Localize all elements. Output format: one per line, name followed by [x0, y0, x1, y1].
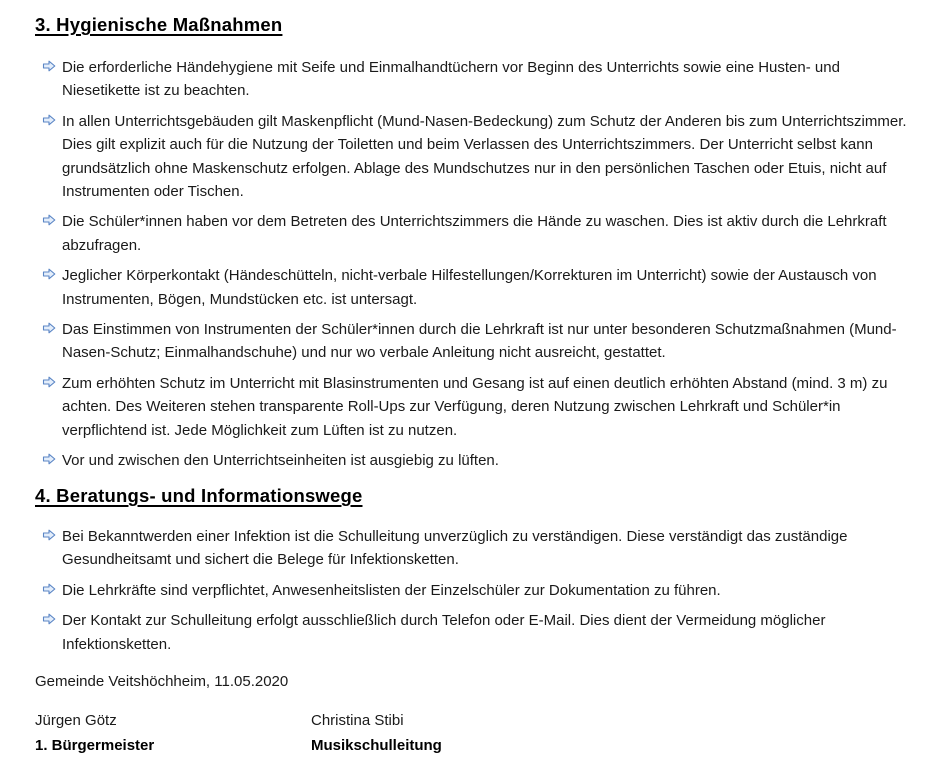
arrow-right-icon — [42, 268, 56, 280]
list-item-text: Vor und zwischen den Unterrichtseinheiten ist ausgiebig zu lüften. — [62, 452, 499, 470]
arrow-right-icon — [42, 322, 56, 334]
signatory-2-name: Christina Stibi — [311, 712, 404, 729]
list-item — [42, 110, 922, 204]
list-item — [42, 372, 922, 442]
section-4-list — [42, 525, 922, 663]
list-item — [42, 609, 922, 656]
section-3-heading: 3. Hygienische Maßnahmen — [35, 14, 283, 35]
list-item — [42, 318, 922, 365]
list-item — [42, 525, 922, 572]
signatory-1-name: Jürgen Götz — [35, 712, 117, 729]
list-item-text: Das Einstimmen von Instrumenten der Schüler*innen durch die Lehrkraft ist nur unter besonderen Schutzmaßnahmen (Mund-Nasen-Schutz; Einmalhandschuhe) und nur wo verbale Anleitung nicht ausreicht, gestattet. — [62, 321, 897, 362]
arrow-right-icon — [42, 529, 56, 541]
list-item-text: In allen Unterrichtsgebäuden gilt Maskenpflicht (Mund-Nasen-Bedeckung) zum Schutz der Anderen bis zum Unterrichtszimmer. Dies gilt explizit auch für die Nutzung der Toiletten und beim Verlassen des Unterrichtszimmers. Der Unterricht selbst kann grundsätzlich ohne Maskenschutz erfolgen. Ablage des Mundschutzes nur in den persönlichen Taschen oder Etuis, nicht auf Instrumenten oder Tischen. — [62, 112, 907, 201]
section-4-heading: 4. Beratungs- und Informationswege — [35, 485, 363, 506]
arrow-right-icon — [42, 114, 56, 126]
list-item-text: Bei Bekanntwerden einer Infektion ist die Schulleitung unverzüglich zu verständigen. Diese verständigt das zuständige Gesundheitsamt und sichert die Belege für Infektionsketten. — [62, 528, 848, 569]
arrow-right-icon — [42, 613, 56, 625]
list-item-text: Der Kontakt zur Schulleitung erfolgt ausschließlich durch Telefon oder E-Mail. Dies dient der Vermeidung möglicher Infektionsketten. — [62, 612, 826, 653]
list-item-text: Die Lehrkräfte sind verpflichtet, Anwesenheitslisten der Einzelschüler zur Dokumentation zu führen. — [62, 581, 721, 599]
list-item-text: Zum erhöhten Schutz im Unterricht mit Blasinstrumenten und Gesang ist auf einen deutlich erhöhten Abstand (mind. 3 m) zu achten. Des Weiteren stehen transparente Roll-Ups zur Verfügung, deren Nutzung zwischen Lehrkraft und Schüler*in verpflichtend ist. Jede Möglichkeit zum Lüften ist zu nutzen. — [62, 374, 888, 439]
list-item-text: Die Schüler*innen haben vor dem Betreten des Unterrichtszimmers die Hände zu waschen. Dies ist aktiv durch die Lehrkraft abzufragen. — [62, 213, 887, 254]
arrow-right-icon — [42, 60, 56, 72]
arrow-right-icon — [42, 376, 56, 388]
section-3-list — [42, 56, 922, 480]
arrow-right-icon — [42, 453, 56, 465]
list-item — [42, 579, 922, 602]
signatory-2-title: Musikschulleitung — [311, 737, 442, 754]
list-item-text: Die erforderliche Händehygiene mit Seife und Einmalhandtüchern vor Beginn des Unterrichts sowie eine Husten- und Niesetikette ist zu beachten. — [62, 59, 840, 100]
arrow-right-icon — [42, 214, 56, 226]
list-item — [42, 210, 922, 257]
list-item — [42, 449, 922, 472]
list-item-text: Jeglicher Körperkontakt (Händeschütteln, nicht-verbale Hilfestellungen/Korrekturen im Unterricht) sowie der Austausch von Instrumenten, Bögen, Mundstücken etc. ist untersagt. — [62, 267, 877, 308]
signatory-1-title: 1. Bürgermeister — [35, 737, 155, 754]
list-item — [42, 56, 922, 103]
arrow-right-icon — [42, 583, 56, 595]
list-item — [42, 264, 922, 311]
place-and-date: Gemeinde Veitshöchheim, 11.05.2020 — [35, 673, 289, 690]
